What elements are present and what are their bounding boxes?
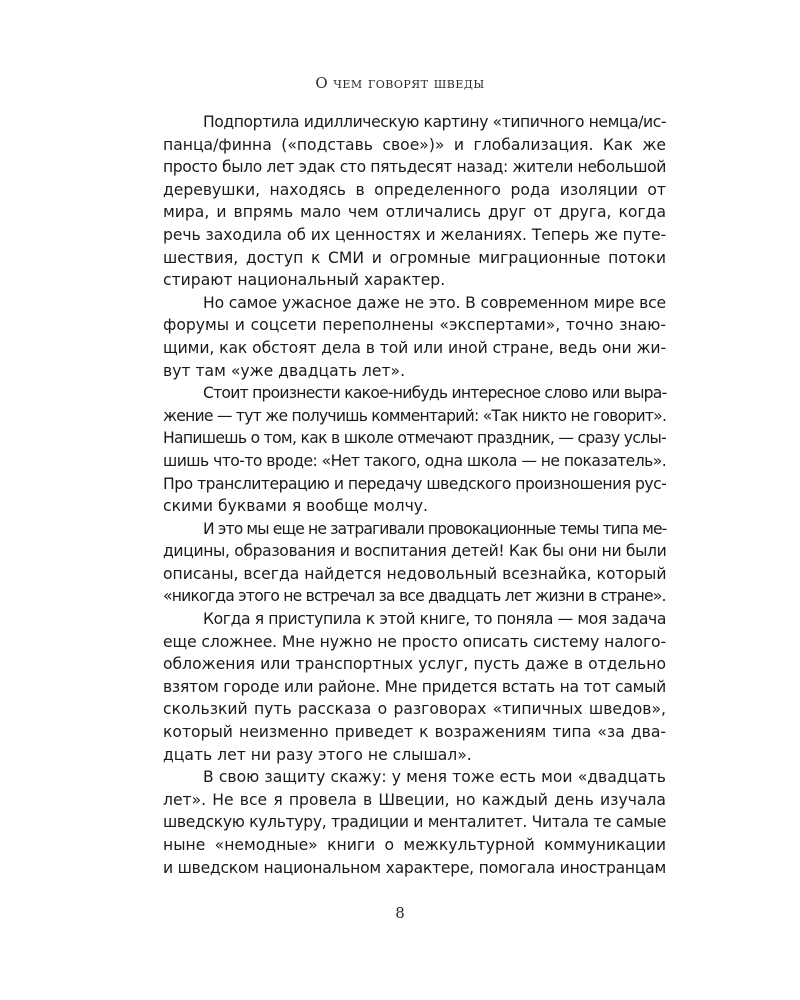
text-line: ныне «немодные» книги о межкультурной коммуникации [163,836,666,854]
text-line: панца/финна («подставь свое»)» и глобализация. Как же [163,135,666,154]
text-line: стирают национальный характер. [163,271,446,290]
text-line: лет». Не все я провела в Швеции, но каждый день изучала [163,790,666,809]
text-line: Напишешь о том, как в школе отмечают праздник, — сразу услы- [163,429,666,448]
text-line: вут там «уже двадцать лет». [163,361,406,380]
text-line: Про транслитерацию и передачу шведского произношения рус- [163,474,667,493]
text-line: форумы и соцсети переполнены «экспертами», точно знаю- [163,316,666,335]
running-title: О чем говорят шведы [315,74,485,92]
text-line: дицины, образования и воспитания детей! Как бы они ни были [163,542,667,561]
text-line: В свою защиту скажу: у меня тоже есть мои «двадцать [203,768,666,787]
text-line: шведскую культуру, традиции и менталитет. Читала те самые [163,813,667,832]
text-line: и шведском национальном характере, помогала иностранцам [163,858,666,877]
page-number: 8 [395,904,405,922]
text-line: речь заходила об их ценностях и желаниях. Теперь же путе- [163,225,667,244]
text-line: скользкий путь рассказа о разговорах «типичных шведов», [163,700,666,719]
paragraph [163,382,666,518]
text-line: щими, как обстоят дела в той или иной стране, ведь они жи- [163,338,666,357]
paragraph [163,518,666,608]
paragraph [163,111,666,292]
text-line: еще сложнее. Мне нужно не просто описать систему налого- [163,632,666,651]
text-line: взятом городе или районе. Мне придется встать на тот самый [163,677,666,696]
text-line: Но самое ужасное даже не это. В современном мире все [203,293,666,312]
text-line: И это мы еще не затрагивали провокационные темы типа ме- [203,519,667,538]
text-line: шествия, доступ к СМИ и огромные миграционные потоки [163,248,666,267]
text-line: жение — тут же получишь комментарий: «Так никто не говорит». [163,406,667,425]
text-line: Когда я приступила к этой книге, то поняла — моя задача [203,610,666,629]
text-line: Подпортила идиллическую картину «типичного немца/ис- [203,113,667,131]
text-line: шишь что-то вроде: «Нет такого, одна школа — не показатель». [163,451,667,470]
text-line: «никогда этого не встречал за все двадцать лет жизни в стране». [163,587,666,606]
text-line: Стоит произнести какое-нибудь интересное слово или выра- [203,384,667,403]
text-line: описаны, всегда найдется недовольный всезнайка, который [163,564,667,583]
paragraph [163,292,666,382]
text-line: просто было лет эдак сто пятьдесят назад: жители небольшой [163,158,666,177]
text-line: дцать лет ни разу этого не слышал». [163,745,472,764]
body-text [163,111,666,879]
paragraph [163,766,666,879]
paragraph [163,608,666,766]
text-line: обложения или транспортных услуг, пусть даже в отдельно [163,655,666,674]
text-line: мира, и впрямь мало чем отличались друг от друга, когда [163,203,666,222]
text-line: скими буквами я вообще молчу. [163,497,428,516]
text-line: который неизменно приведет к возражениям типа «за два- [163,723,666,742]
text-line: деревушки, находясь в определенного рода изоляции от [163,180,666,199]
